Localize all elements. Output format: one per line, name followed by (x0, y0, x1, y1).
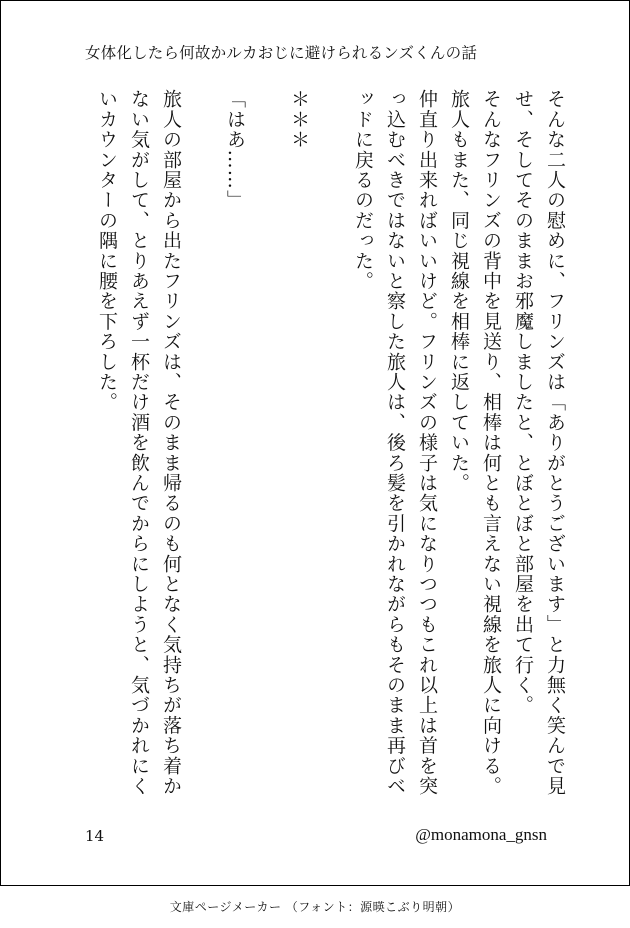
section-break: ＊＊＊ (288, 89, 310, 150)
app-font-caption: 文庫ページメーカー （フォント：源暎こぶり明朝） (169, 900, 461, 914)
paragraph: 旅人もまた、同じ視線を相棒に返していた。 (448, 89, 470, 493)
blank-line (315, 89, 347, 799)
paragraph: そんなフリンズの背中を見送り、相棒は何とも言えない視線を旅人に向ける。 (480, 89, 502, 796)
running-header-title: 女体化したら何故かルカおじに避けられるンズくんの話 (85, 44, 478, 62)
paragraph: 仲直り出来ればいいけど。フリンズの様子は気になりつつもこれ以上は首を突っ込むべきではないと察した旅人は、後ろ髪を引かれながらもそのまま再びベッドに戻るのだった。 (352, 89, 438, 796)
paragraph: 旅人の部屋から出たフリンズは、そのまま帰るのも何となく気持ちが落ち着かない気がして、とりあえず一杯だけ酒を飲んでからにしようと、気づかれにくいカウンターの隅に腰を下ろした。 (96, 89, 182, 796)
paragraph: そんな二人の慰めに、フリンズは「ありがとうございます」と力無く笑んで見せ、そしてそのままお邪魔しましたと、とぼとぼと部屋を出て行く。 (512, 89, 566, 796)
blank-line (251, 89, 283, 799)
dialogue-line: 「はあ……」 (224, 89, 246, 211)
author-credit: @monamona_gnsn (415, 825, 547, 844)
blank-line (187, 89, 219, 799)
page-number: 14 (85, 827, 105, 845)
vertical-body-text (81, 89, 571, 799)
